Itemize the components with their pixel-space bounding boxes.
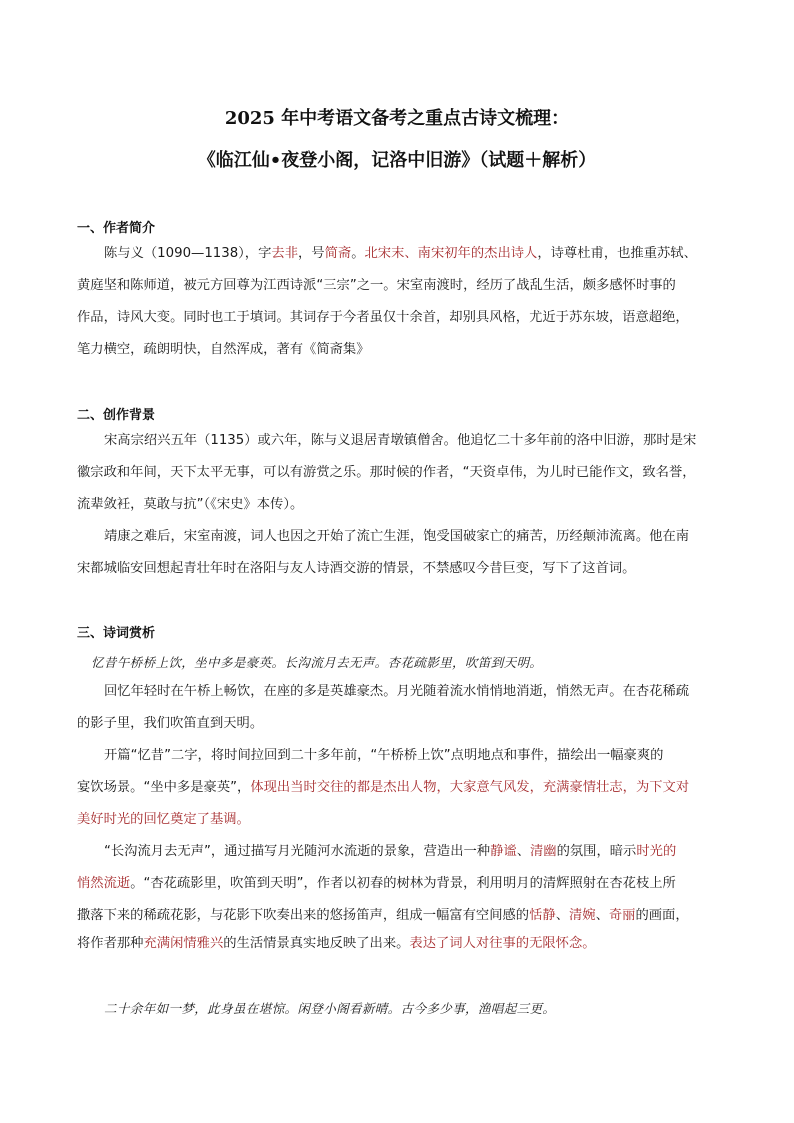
page-title-line-2: 《临江仙•夜登小阁，记洛中旧游》（试题＋解析） (197, 150, 597, 171)
analysis-line-7: 将作者那种充满闲情雅兴的生活情景真实地反映了出来。表达了词人对往事的无限怀念。 (77, 936, 596, 951)
translation-line-1: 回忆年轻时在午桥上畅饮，在座的多是英雄豪杰。月光随着流水悄悄地消逝，悄然无声。在杏花稀疏 (104, 684, 690, 699)
analysis-line-1: 开篇“忆昔”二字，将时间拉回到二十多年前，“午桥桥上饮”点明地点和事件，描绘出一幅豪爽的 (104, 748, 664, 763)
analysis-line-3: 美好时光的回忆奠定了基调。 (77, 812, 250, 827)
art-name: 简斋 (324, 246, 352, 261)
author-line-2: 黄庭坚和陈师道，被元方回尊为江西诗派“三宗”之一。宋室南渡时，经历了战乱生活，颇多感怀时事的 (77, 278, 676, 293)
poem-stanza-2: 二十余年如一梦，此身虽在堪惊。闲登小阁看新晴。古今多少事，渔唱起三更。 (104, 1001, 556, 1016)
author-line-1: 陈与义（1090—1138），字去非，号简斋。北宋末、南宋初年的杰出诗人，诗尊杜甫，也推重苏轼、 (104, 246, 697, 261)
author-highlight: 北宋末、南宋初年的杰出诗人 (364, 246, 538, 261)
background-line-4: 靖康之难后，宋室南渡，词人也因之开始了流亡生涯，饱受国破家亡的痛苦，历经颠沛流离。他在南 (104, 529, 690, 544)
background-line-5: 宋都城临安回想起青壮年时在洛阳与友人诗酒交游的情景，不禁感叹今昔巨变，写下了这首词。 (77, 561, 636, 576)
author-line-4: 笔力横空，疏朗明快，自然浑成，著有《简斋集》 (77, 342, 370, 357)
section-heading-appreciation: 三、诗词赏析 (77, 626, 156, 641)
page-title-line-1: 2025 年中考语文备考之重点古诗文梳理： (224, 108, 570, 129)
background-line-3: 流辈敛衽，莫敢与抗”（《宋史》本传）。 (77, 497, 304, 512)
poem-stanza-1: 忆昔午桥桥上饮，坐中多是豪英。长沟流月去无声。杏花疏影里，吹笛到天明。 (91, 655, 543, 670)
section-heading-background: 二、创作背景 (77, 408, 156, 423)
background-line-1: 宋高宗绍兴五年（1135）或六年，陈与义退居青墩镇僧舍。他追忆二十多年前的洛中旧游，那时是宋 (104, 433, 697, 448)
courtesy-name: 去非 (271, 246, 298, 261)
author-line-3: 作品，诗风大变。同时也工于填词。其词存于今者虽仅十余首，却别具风格，尤近于苏东坡，语意超绝， (77, 310, 689, 325)
section-heading-author: 一、作者简介 (77, 221, 156, 236)
background-line-2: 徽宗政和年间，天下太平无事，可以有游赏之乐。那时候的作者，“天资卓伟，为儿时已能作文，致名誉， (77, 465, 696, 480)
translation-line-2: 的影子里，我们吹笛直到天明。 (77, 716, 264, 731)
analysis-line-4: “长沟流月去无声”，通过描写月光随河水流逝的景象，营造出一种静谧、清幽的氛围，暗示时光的 (104, 844, 677, 859)
analysis-line-5: 悄然流逝。“杏花疏影里，吹笛到天明”，作者以初春的树林为背景，利用明月的清辉照射在杏花枝上所 (77, 876, 676, 891)
analysis-line-2: 宴饮场景。“坐中多是豪英”，体现出当时交往的都是杰出人物，大家意气风发，充满豪情壮志，为下文对 (77, 780, 690, 795)
analysis-line-6: 撒落下来的稀疏花影，与花影下吹奏出来的悠扬笛声，组成一幅富有空间感的恬静、清婉、奇丽的画面， (77, 908, 689, 923)
